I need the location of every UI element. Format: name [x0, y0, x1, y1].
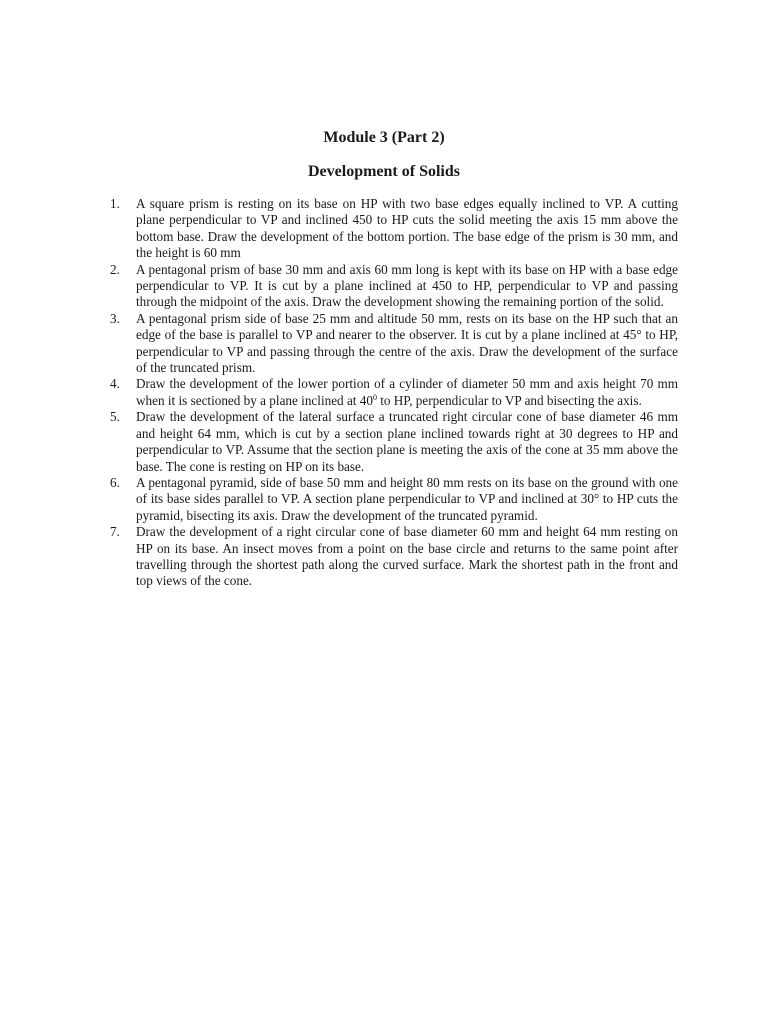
degree-superscript: 0: [372, 392, 377, 402]
question-number: 2.: [110, 261, 120, 277]
question-text: [136, 376, 678, 407]
question-item: [110, 475, 678, 524]
question-number: 7.: [110, 524, 120, 540]
question-item: [110, 409, 678, 475]
question-text-part: Draw the development of the lower portion of a cylinder of diameter 50 mm and axis height 70 mm when it is sectioned by a plane inclined at 40: [136, 376, 678, 408]
question-text: A square prism is resting on its base on HP with two base edges equally inclined to VP. A cutting plane perpendicular to VP and inclined 450 to HP cuts the solid meeting the axis 15 mm above the bottom base. Draw the development of the bottom portion. The base edge of the prism is 30 mm, and the height is 60 mm: [136, 196, 678, 261]
question-number: 1.: [110, 196, 120, 211]
section-title: Development of Solids: [308, 163, 460, 180]
question-item: [110, 376, 678, 409]
question-number: 3.: [110, 310, 120, 326]
question-item: [110, 196, 678, 262]
question-text: Draw the development of the lateral surface a truncated right circular cone of base diameter 46 mm and height 64 mm, which is cut by a section plane inclined towards right at 30 degrees to HP and perpendicular to VP. Assume that the section plane is meeting the axis of the cone at 35 mm above the base. The cone is resting on HP on its base.: [136, 409, 678, 474]
module-title: Module 3 (Part 2): [323, 129, 445, 146]
question-number: 5.: [110, 409, 120, 425]
question-item: [110, 524, 678, 590]
question-text: Draw the development of a right circular cone of base diameter 60 mm and height 64 mm resting on HP on its base. An insect moves from a point on the base circle and returns to the same point after travelling through the shortest path along the curved surface. Mark the shortest path in the front and top views of the cone.: [136, 524, 678, 589]
question-item: [110, 311, 678, 377]
question-item: [110, 262, 678, 311]
question-text: A pentagonal prism side of base 25 mm and altitude 50 mm, rests on its base on the HP such that an edge of the base is parallel to VP and nearer to the observer. It is cut by a plane inclined at 45° to HP, perpendicular to VP and passing through the centre of the axis. Draw the development of the surface of the truncated prism.: [136, 310, 678, 376]
question-text: A pentagonal prism of base 30 mm and axis 60 mm long is kept with its base on HP with a base edge perpendicular to VP. It is cut by a plane inclined at 450 to HP, perpendicular to VP and passing through the midpoint of the axis. Draw the development showing the remaining portion of the solid.: [136, 261, 678, 310]
question-text-part: to HP, perpendicular to VP and bisecting the axis.: [376, 392, 642, 408]
question-text: A pentagonal pyramid, side of base 50 mm and height 80 mm rests on its base on the ground with one of its base sides parallel to VP. A section plane perpendicular to VP and inclined at 30° to HP cuts the pyramid, bisecting its axis. Draw the development of the truncated pyramid.: [136, 474, 678, 523]
question-number: 4.: [110, 376, 120, 392]
question-number: 6.: [110, 474, 120, 490]
question-list: [110, 196, 678, 590]
